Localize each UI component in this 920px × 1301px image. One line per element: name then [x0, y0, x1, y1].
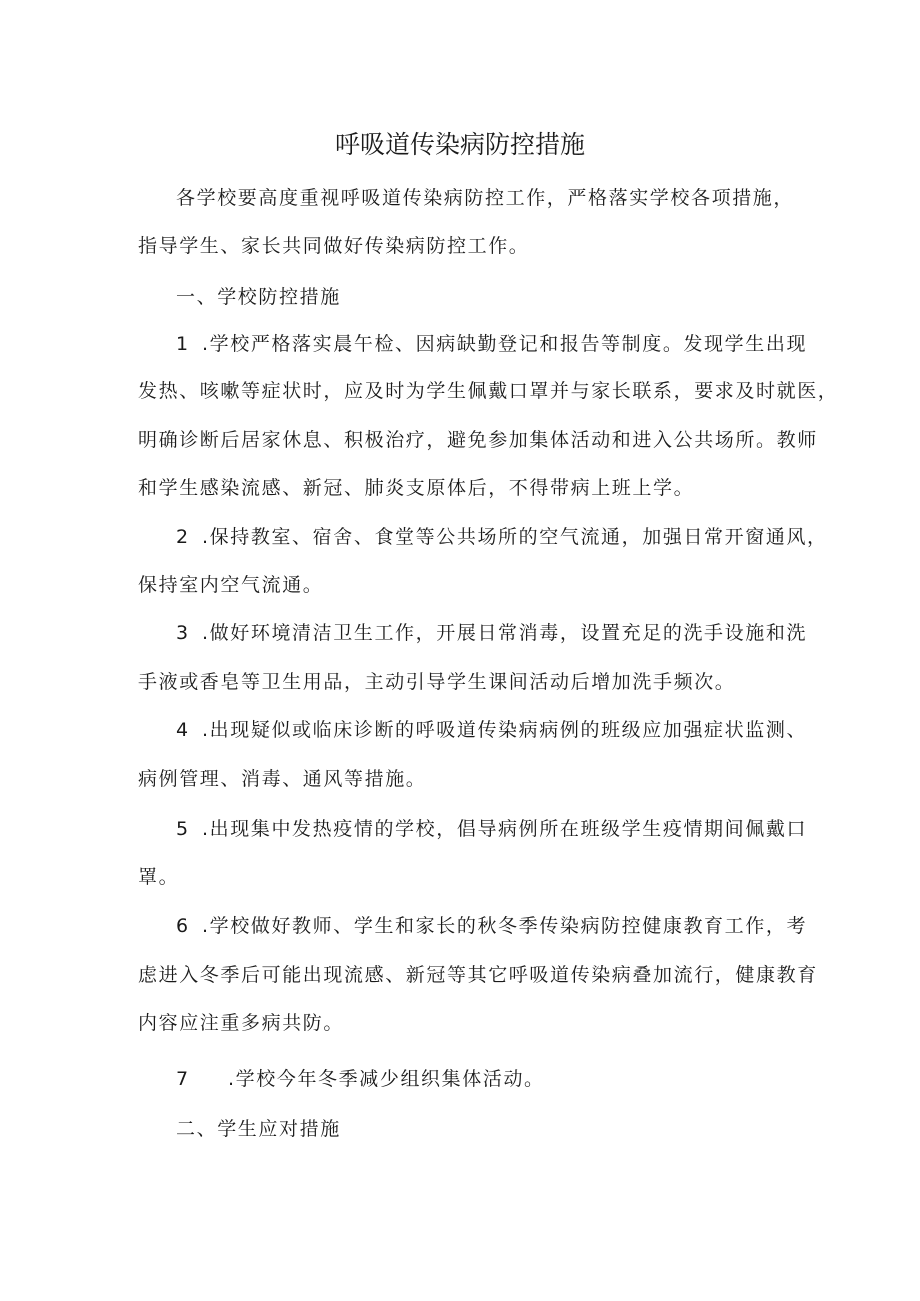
item-1-line-3: 明确诊断后居家休息、积极治疗，避免参加集体活动和进入公共场所。教师 — [138, 429, 818, 451]
item-3-line-2: 手液或香皂等卫生用品，主动引导学生课间活动后增加洗手频次。 — [138, 671, 736, 693]
item-6-number: 6 — [176, 915, 190, 937]
item-2-line-1: 2 .保持教室、宿舍、食堂等公共场所的空气流通，加强日常开窗通风， — [176, 522, 828, 552]
item-4-number: 4 — [176, 719, 190, 741]
item-2-number: 2 — [176, 526, 190, 548]
section-heading-school: 一、学校防控措施 — [176, 286, 341, 308]
section-heading-students: 二、学生应对措施 — [176, 1118, 341, 1140]
item-1-line-1: 1 .学校严格落实晨午检、因病缺勤登记和报告等制度。发现学生出现 — [176, 329, 807, 359]
item-5-line-2: 罩。 — [138, 866, 180, 888]
item-1-line-4: 和学生感染流感、新冠、肺炎支原体后，不得带病上班上学。 — [138, 477, 695, 499]
item-6-line-3: 内容应注重多病共防。 — [138, 1012, 345, 1034]
document-title: 呼吸道传染病防控措施 — [334, 130, 585, 159]
item-3-line-1: 3 .做好环境清洁卫生工作，开展日常消毒，设置充足的洗手设施和洗 — [176, 618, 807, 648]
item-7-line-1: 7 .学校今年冬季减少组织集体活动。 — [176, 1064, 545, 1094]
item-6-line-2: 虑进入冬季后可能出现流感、新冠等其它呼吸道传染病叠加流行，健康教育 — [138, 964, 818, 986]
item-4-line-1: 4 .出现疑似或临床诊断的呼吸道传染病病例的班级应加强症状监测、 — [176, 715, 807, 745]
item-4-line-2: 病例管理、消毒、通风等措施。 — [138, 768, 427, 790]
item-6-line-1: 6 .学校做好教师、学生和家长的秋冬季传染病防控健康教育工作，考 — [176, 911, 807, 941]
item-3-number: 3 — [176, 622, 190, 644]
intro-line-2: 指导学生、家长共同做好传染病防控工作。 — [138, 235, 530, 257]
item-5-line-1: 5 .出现集中发热疫情的学校，倡导病例所在班级学生疫情期间佩戴口 — [176, 814, 807, 844]
item-1-number: 1 — [176, 333, 190, 355]
intro-line-1: 各学校要高度重视呼吸道传染病防控工作，严格落实学校各项措施， — [176, 187, 795, 209]
item-1-line-2: 发热、咳嗽等症状时，应及时为学生佩戴口罩并与家长联系，要求及时就医， — [138, 380, 839, 402]
item-7-number: 7 — [176, 1068, 190, 1090]
item-2-line-2: 保持室内空气流通。 — [138, 574, 324, 596]
item-5-number: 5 — [176, 818, 190, 840]
